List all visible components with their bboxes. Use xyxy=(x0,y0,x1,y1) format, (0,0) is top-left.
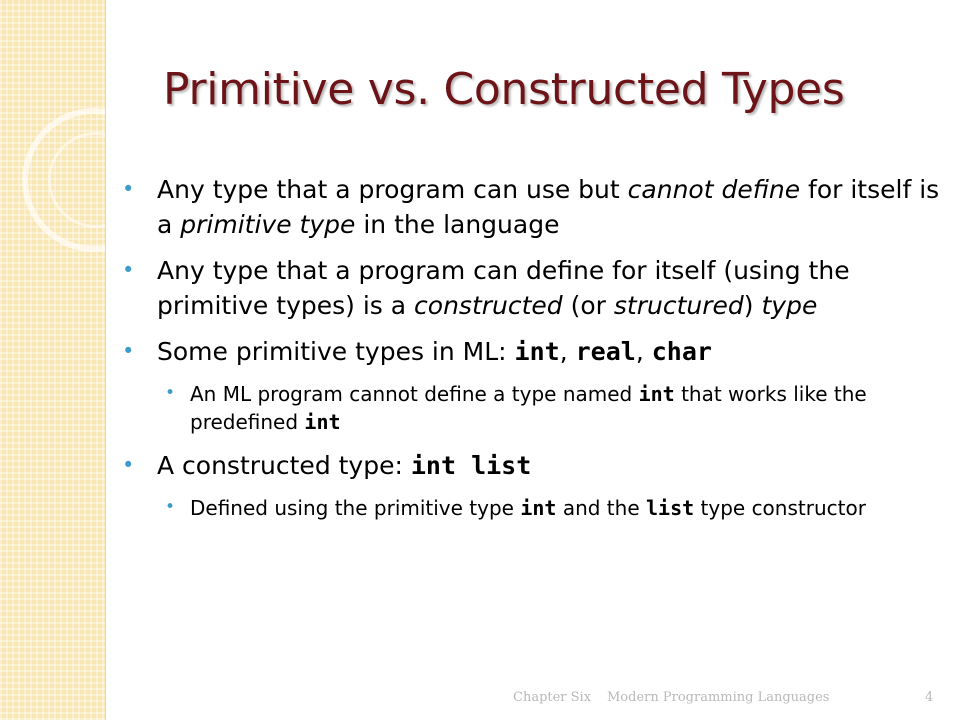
slide-content xyxy=(120,172,940,534)
bullet-constructed-type-example xyxy=(120,448,940,483)
bullet-constructed-type-definition xyxy=(120,253,940,323)
footer-page-number: 4 xyxy=(925,690,934,705)
code-keyword: int xyxy=(638,382,675,406)
sub-bullet-list-constructor xyxy=(165,494,940,522)
bullet-text: Some primitive types in ML: xyxy=(157,337,515,366)
sub-bullet-text: Defined using the primitive type xyxy=(190,496,521,520)
bullet-text: A constructed type: xyxy=(157,451,411,480)
footer-chapter: Chapter Six xyxy=(513,690,592,705)
sub-bullet-text: type constructor xyxy=(694,496,866,520)
sub-bullet-text: An ML program cannot define a type named xyxy=(190,382,639,406)
bullet-text: in the language xyxy=(355,210,560,239)
code-keyword: int list xyxy=(410,451,532,480)
slide-title: Primitive vs. Constructed Types xyxy=(163,64,845,115)
bullet-primitive-type-definition xyxy=(120,172,940,242)
bullet-text: , xyxy=(559,337,576,366)
sub-bullet-text: that works like the predefined xyxy=(190,382,867,434)
bullet-emphasis: primitive type xyxy=(180,210,356,239)
bullet-emphasis: structured xyxy=(613,291,744,320)
code-keyword: real xyxy=(575,337,636,366)
bullet-text: , xyxy=(635,337,652,366)
bullet-emphasis: constructed xyxy=(414,291,563,320)
code-keyword: int xyxy=(514,337,560,366)
sub-bullet-text: and the xyxy=(556,496,646,520)
side-strip-edge xyxy=(105,0,106,720)
bullet-text: Any type that a program can define for itself (using the primitive types) is a xyxy=(157,256,850,320)
code-keyword: int xyxy=(520,496,557,520)
bullet-text: (or xyxy=(562,291,614,320)
bullet-emphasis: type xyxy=(761,291,818,320)
decorative-side-strip xyxy=(0,0,105,720)
bullet-ml-primitive-types xyxy=(120,334,940,369)
sub-bullet-int-redefinition xyxy=(165,380,940,436)
code-keyword: list xyxy=(646,496,695,520)
bullet-text: ) xyxy=(743,291,762,320)
code-keyword: char xyxy=(651,337,712,366)
bullet-text: for itself is a xyxy=(157,175,940,239)
bullet-text: Any type that a program can use but xyxy=(157,175,628,204)
bullet-emphasis: cannot define xyxy=(627,175,801,204)
code-keyword: int xyxy=(304,410,341,434)
footer-course-title: Modern Programming Languages xyxy=(607,690,830,705)
